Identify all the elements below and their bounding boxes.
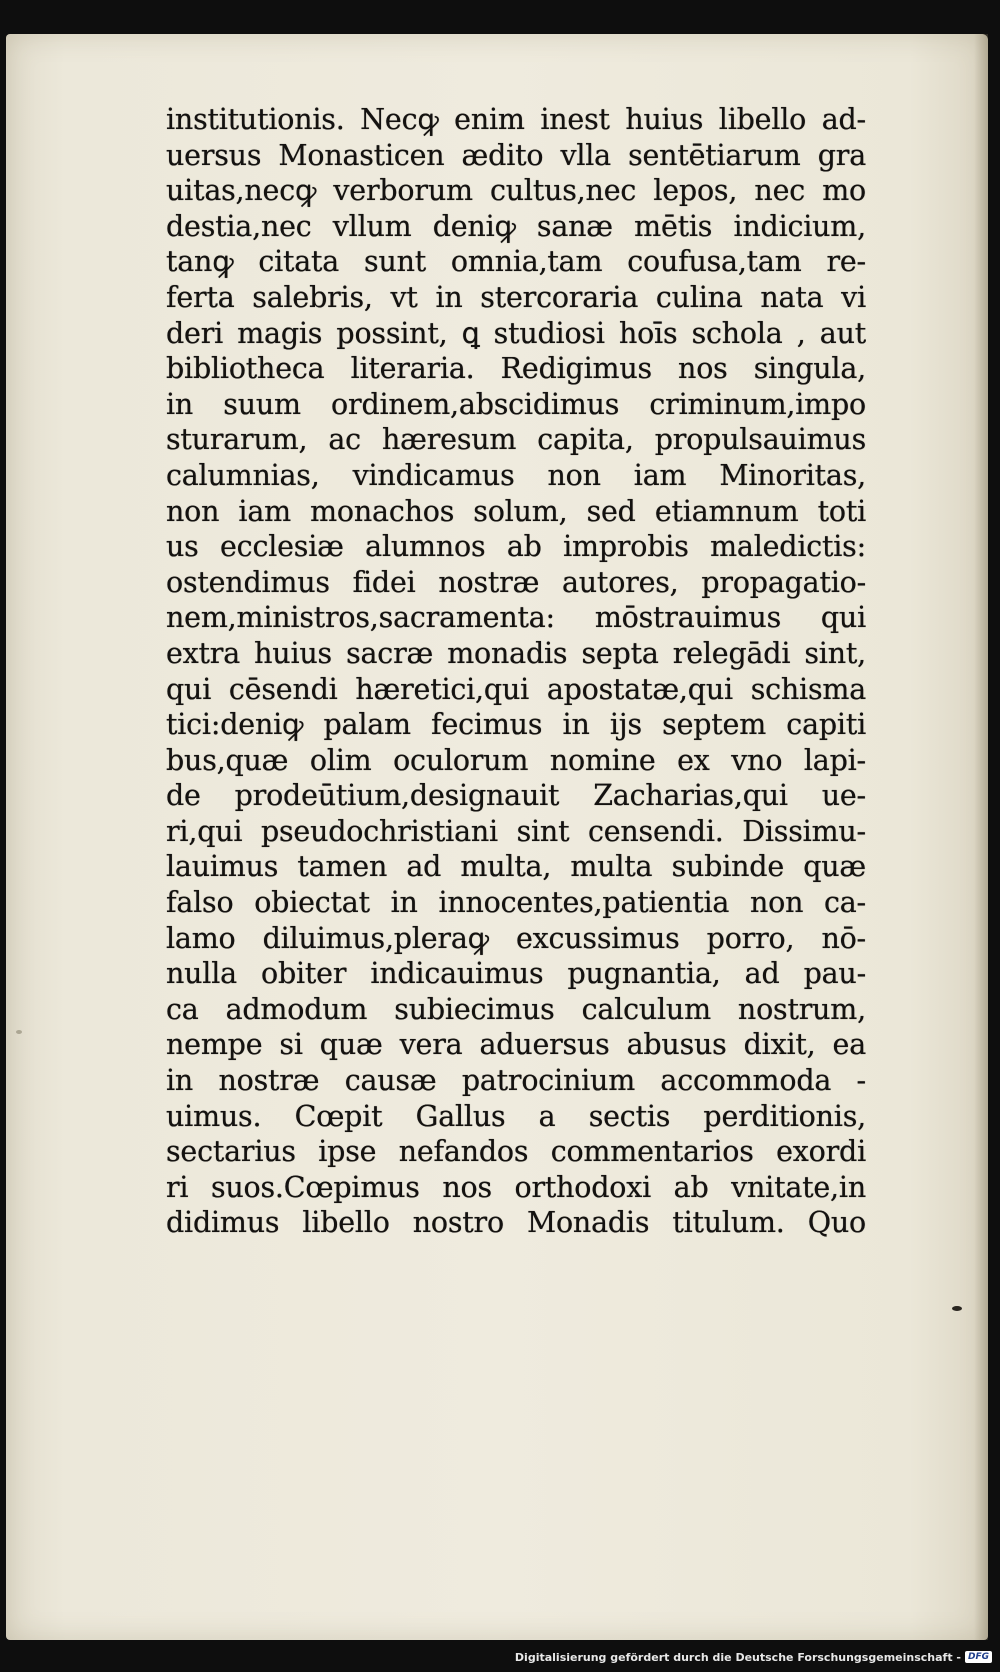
text-line: non iam monachos solum, sed etiamnum toti	[166, 494, 866, 528]
credit-text: Digitalisierung gefördert durch die Deutsche Forschungsgemeinschaft -	[514, 1650, 961, 1664]
text-line: lauimus tamen ad multa, multa subinde quæ	[166, 850, 866, 884]
text-line: lamo diluimus,pleraꝙ excussimus porro, nō-	[166, 921, 866, 955]
text-line: de prodeūtium,designauit Zacharias,qui ue-	[166, 779, 866, 813]
dfg-logo: DFG	[965, 1651, 992, 1663]
ink-blot	[952, 1306, 962, 1311]
text-line: uersus Monasticen ædito vlla sentētiarum gra	[166, 138, 866, 172]
text-line: ostendimus fidei nostræ autores, propagatio-	[166, 565, 866, 599]
text-line: ca admodum subiecimus calculum nostrum,	[166, 992, 866, 1026]
text-line: uitas,necꝙ verborum cultus,nec lepos, nec mo	[166, 174, 866, 208]
text-line: tanꝙ citata sunt omnia,tam coufusa,tam re-	[166, 245, 866, 279]
text-line: destia,nec vllum deniꝙ sanæ mētis indicium,	[166, 209, 866, 243]
digitization-credit	[515, 1648, 992, 1666]
text-line: sectarius ipse nefandos commentarios exordi	[166, 1135, 866, 1169]
text-line: ri suos.Cœpimus nos orthodoxi ab vnitate,in	[166, 1170, 866, 1204]
page-text-block	[166, 102, 866, 1241]
text-line: ferta salebris, vt in stercoraria culina nata vi	[166, 280, 866, 314]
page-edge-shadow	[974, 34, 988, 1640]
text-line: extra huius sacræ monadis septa relegādi sint,	[166, 636, 866, 670]
text-line: nem,ministros,sacramenta: mōstrauimus qui	[166, 601, 866, 635]
text-line: sturarum, ac hæresum capita, propulsauimus	[166, 423, 866, 457]
text-line: ri,qui pseudochristiani sint censendi. Dissimu-	[166, 814, 866, 848]
text-line: deri magis possint, ꝗ studiosi hoīs schola , aut	[166, 316, 866, 350]
text-line: tici:deniꝙ palam fecimus in ijs septem capiti	[166, 708, 866, 742]
text-line: calumnias, vindicamus non iam Minoritas,	[166, 458, 866, 492]
paper-stain	[16, 1030, 22, 1034]
text-line: us ecclesiæ alumnos ab improbis maledictis:	[166, 530, 866, 564]
text-line: in suum ordinem,abscidimus criminum,impo	[166, 387, 866, 421]
text-line: uimus. Cœpit Gallus a sectis perditionis,	[166, 1099, 866, 1133]
text-line: bibliotheca literaria. Redigimus nos singula,	[166, 352, 866, 386]
text-line: didimus libello nostro Monadis titulum. Quo	[166, 1206, 866, 1240]
text-line: falso obiectat in innocentes,patientia non ca-	[166, 886, 866, 920]
text-line: bus,quæ olim oculorum nomine ex vno lapi-	[166, 743, 866, 777]
text-line: nulla obiter indicauimus pugnantia, ad pau-	[166, 957, 866, 991]
text-line: in nostræ causæ patrocinium accommoda -	[166, 1064, 866, 1098]
text-line: institutionis. Necꝙ enim inest huius libello ad-	[166, 103, 866, 136]
text-line: nempe si quæ vera aduersus abusus dixit, ea	[166, 1028, 866, 1062]
text-line: qui cēsendi hæretici,qui apostatæ,qui schisma	[166, 672, 866, 706]
